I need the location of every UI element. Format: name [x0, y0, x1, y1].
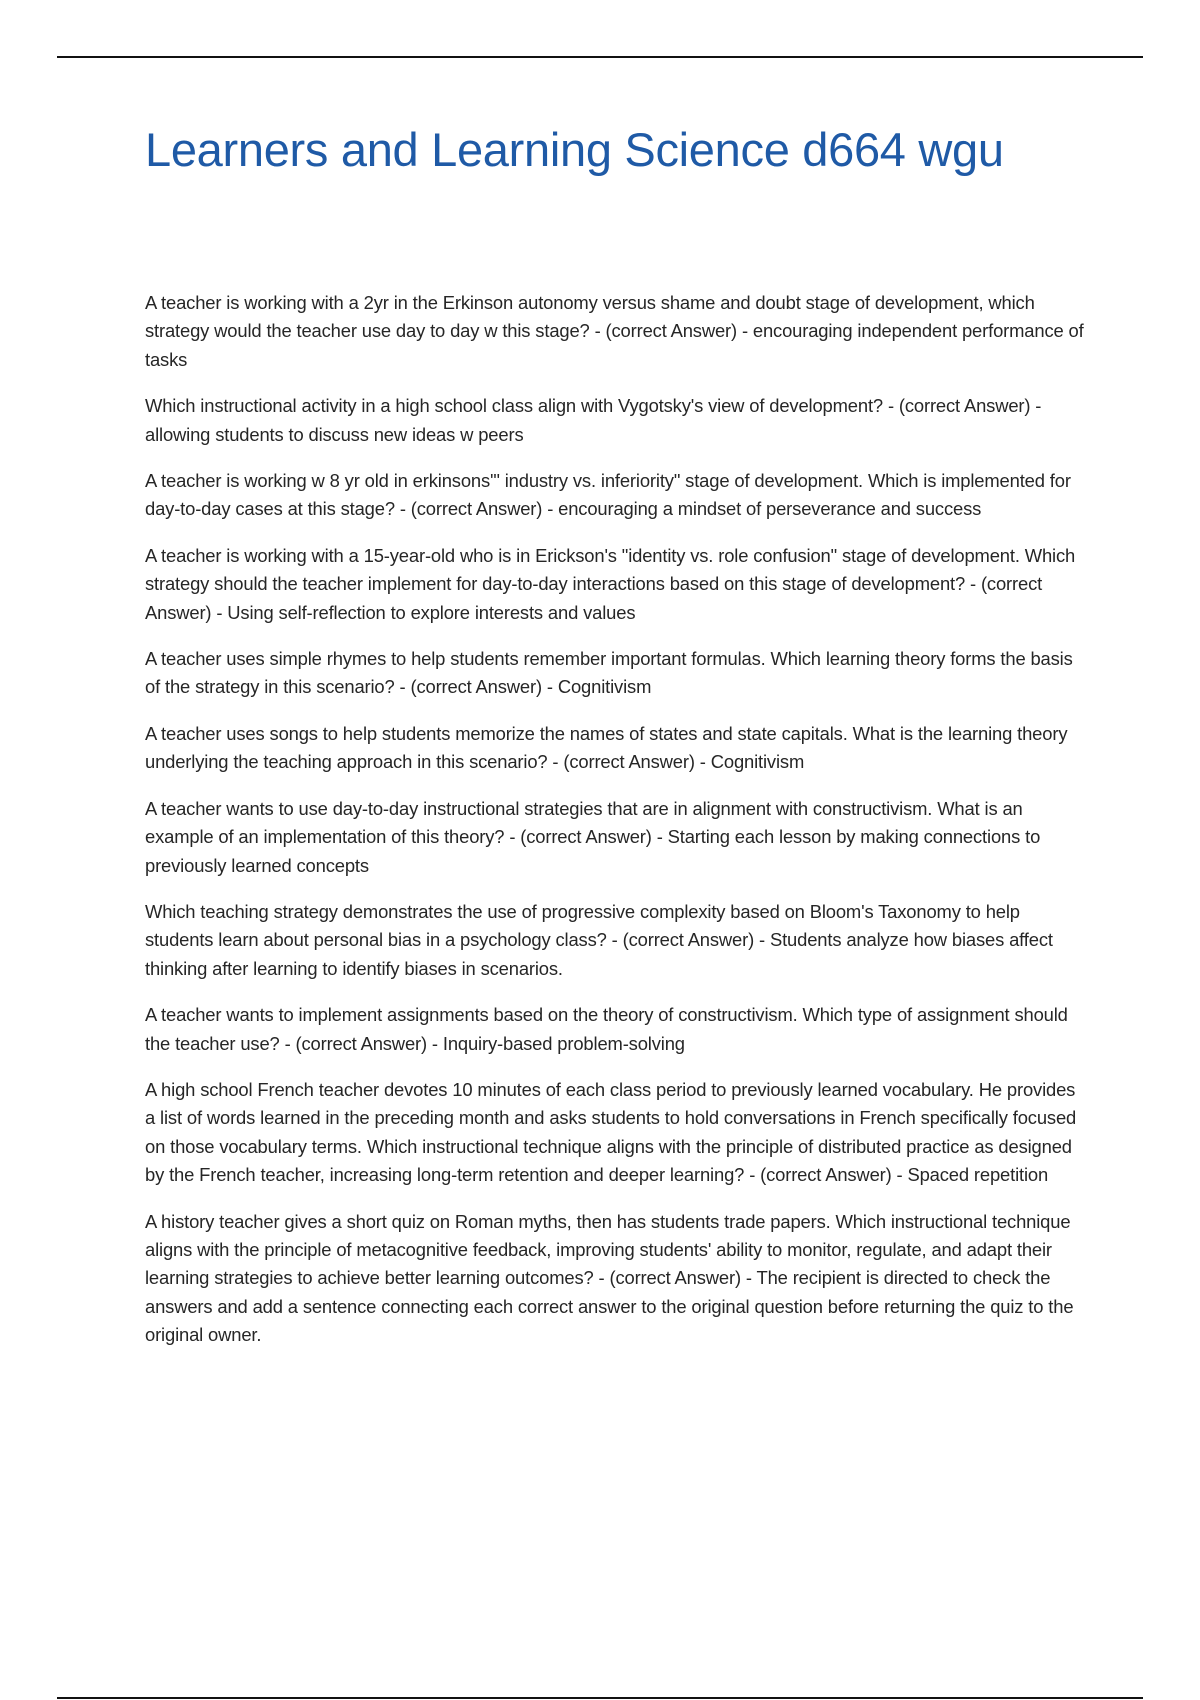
list-item: A teacher is working with a 15-year-old who is in Erickson's "identity vs. role confusion" stage of development. Which strategy should the teacher implement for day-to-day interactions based on this stage of development? - (correct Answer) - Using self-reflection to explore interests and values: [145, 544, 1076, 623]
list-item: A teacher is working with a 2yr in the Erkinson autonomy versus shame and doubt stage of development, which strategy would the teacher use day to day w this stage? - (correct Answer) - encouraging independent performance of tasks: [145, 292, 1084, 370]
list-item: A history teacher gives a short quiz on Roman myths, then has students trade papers. Which instructional technique aligns with the principle of metacognitive feedback, improving students' ability to monitor, regulate, and adapt their learning strategies to achieve better learning outcomes? - (correct Answer) - The recipient is directed to check the answers and add a sentence connecting each correct answer to the original question before returning the quiz to the original owner.: [145, 1210, 1074, 1346]
list-item: A teacher uses simple rhymes to help students remember important formulas. Which learning theory forms the basis of the strategy in this scenario? - (correct Answer) - Cognitivism: [145, 648, 1073, 698]
list-item: A teacher is working w 8 yr old in erkinsons'" industry vs. inferiority" stage of development. Which is implemented for day-to-day cases at this stage? - (correct Answer) - encouraging a mindset of perseverance and success: [145, 470, 1071, 520]
list-item: Which teaching strategy demonstrates the use of progressive complexity based on Bloom's Taxonomy to help students learn about personal bias in a psychology class? - (correct Answer) - Students analyze how biases affect thinking after learning to identify biases in scenarios.: [145, 900, 1053, 979]
top-rule: [57, 56, 1143, 58]
list-item: A teacher wants to implement assignments based on the theory of constructivism. Which type of assignment should the teacher use? - (correct Answer) - Inquiry-based problem-solving: [145, 1004, 1068, 1054]
list-item: A high school French teacher devotes 10 minutes of each class period to previously learned vocabulary. He provides a list of words learned in the preceding month and asks students to hold conversations in French specifically focused on those vocabulary terms. Which instructional technique aligns with the principle of distributed practice as designed by the French teacher, increasing long-term retention and deeper learning? - (correct Answer) - Spaced repetition: [145, 1078, 1077, 1186]
list-item: Which instructional activity in a high school class align with Vygotsky's view of development? - (correct Answer) - allowing students to discuss new ideas w peers: [145, 395, 1042, 445]
bottom-rule: [57, 1697, 1143, 1699]
list-item: A teacher uses songs to help students memorize the names of states and state capitals. What is the learning theory underlying the teaching approach in this scenario? - (correct Answer) - Cognitivism: [145, 722, 1068, 773]
list-item: A teacher wants to use day-to-day instructional strategies that are in alignment with constructivism. What is an example of an implementation of this theory? - (correct Answer) - Starting each lesson by making connections to previously learned concepts: [145, 797, 1041, 876]
question-answer-list: [145, 289, 1085, 1368]
page-title: Learners and Learning Science d664 wgu: [145, 123, 1004, 176]
